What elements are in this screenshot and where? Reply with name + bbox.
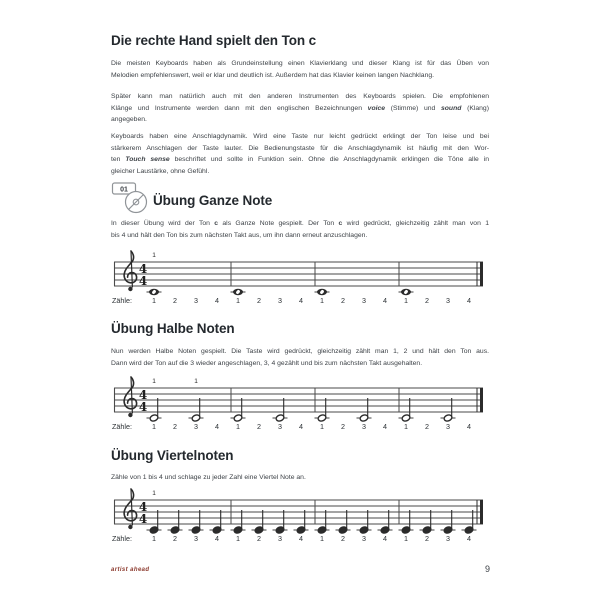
svg-text:4: 4 — [138, 512, 148, 526]
svg-text:1: 1 — [152, 252, 156, 259]
svg-text:4: 4 — [383, 534, 387, 543]
svg-text:2: 2 — [341, 296, 345, 305]
svg-text:4: 4 — [467, 296, 471, 305]
svg-text:4: 4 — [215, 422, 219, 431]
svg-text:3: 3 — [446, 534, 450, 543]
svg-text:1: 1 — [194, 378, 198, 385]
exercise-heading-halbe-noten: Übung Halbe Noten — [111, 321, 235, 336]
cd-track-number: 01 — [120, 186, 128, 194]
svg-text:3: 3 — [362, 296, 366, 305]
svg-text:3: 3 — [446, 296, 450, 305]
svg-text:4: 4 — [383, 296, 387, 305]
svg-text:4: 4 — [215, 534, 219, 543]
exercise-description-halbe-noten: Nun werden Halbe Noten gespielt. Die Taste wird gedrückt, gleichzeitig zählt man 1, 2 und hält den Ton aus. Dann wird der Ton auf die 3 wieder angeschlagen, 3, 4 gezählt und bis zum nächsten Takt ausgehalten. — [111, 348, 489, 367]
svg-text:1: 1 — [236, 534, 240, 543]
svg-text:1: 1 — [404, 296, 408, 305]
publisher-logo: artist ahead — [111, 567, 150, 573]
svg-text:2: 2 — [173, 534, 177, 543]
svg-text:4: 4 — [299, 534, 303, 543]
page-title: Die rechte Hand spielt den Ton c — [111, 33, 317, 48]
svg-text:2: 2 — [425, 296, 429, 305]
svg-text:4: 4 — [138, 274, 148, 288]
svg-text:3: 3 — [278, 534, 282, 543]
svg-text:2: 2 — [257, 534, 261, 543]
svg-text:1: 1 — [152, 490, 156, 497]
exercise-heading-ganze-note: Übung Ganze Note — [153, 193, 273, 208]
intro-paragraph-1: Die meisten Keyboards haben als Grundeinstellung einen Klavierklang und dieser Klang ist für das Üben von Melodien empfehlenswert, weil er klar und deutlich ist. Außerdem hat das Klavier keinen langen Nachklang. — [111, 60, 489, 79]
svg-text:2: 2 — [257, 422, 261, 431]
svg-text:Zähle:: Zähle: — [112, 296, 132, 305]
svg-text:4: 4 — [138, 400, 148, 414]
intro-paragraph-2: Später kann man natürlich auch mit den anderen Instrumenten des Keyboards spielen. Die empfohlenen Klänge und Instrumente werden dann mit den englischen Bezeichnungen voice (Stimme) und sound (Klang) angegeben. — [111, 93, 489, 123]
music-staff-viertelnoten — [110, 484, 490, 548]
cd-track-icon — [111, 181, 151, 215]
svg-text:2: 2 — [173, 296, 177, 305]
svg-text:3: 3 — [362, 422, 366, 431]
svg-text:3: 3 — [194, 422, 198, 431]
svg-text:3: 3 — [194, 534, 198, 543]
svg-text:4: 4 — [138, 388, 148, 402]
svg-text:2: 2 — [341, 534, 345, 543]
svg-text:4: 4 — [215, 296, 219, 305]
svg-text:1: 1 — [152, 534, 156, 543]
svg-text:4: 4 — [467, 422, 471, 431]
svg-text:1: 1 — [152, 378, 156, 385]
svg-text:Zähle:: Zähle: — [112, 534, 132, 543]
music-staff-halbe-noten — [110, 372, 490, 436]
svg-text:3: 3 — [278, 422, 282, 431]
svg-text:4: 4 — [467, 534, 471, 543]
svg-text:1: 1 — [236, 296, 240, 305]
svg-text:2: 2 — [257, 296, 261, 305]
svg-text:1: 1 — [404, 534, 408, 543]
svg-text:1: 1 — [320, 534, 324, 543]
svg-text:3: 3 — [278, 296, 282, 305]
svg-text:4: 4 — [383, 422, 387, 431]
svg-text:2: 2 — [425, 422, 429, 431]
svg-text:3: 3 — [362, 534, 366, 543]
music-staff-ganze-note — [110, 246, 490, 310]
svg-text:4: 4 — [138, 262, 148, 276]
svg-text:1: 1 — [236, 422, 240, 431]
svg-text:1: 1 — [152, 296, 156, 305]
svg-text:1: 1 — [320, 296, 324, 305]
exercise-description-ganze-note: In dieser Übung wird der Ton c als Ganze Note gespielt. Der Ton c wird gedrückt, gleichzeitig zählt man von 1 bis 4 und hält den Ton bis zum nächsten Takt aus, um ihn dann erneut anzuschlagen. — [111, 220, 489, 239]
svg-text:4: 4 — [299, 296, 303, 305]
intro-paragraph-3: Keyboards haben eine Anschlagdynamik. Wird eine Taste nur leicht gedrückt erklingt der Ton leise und bei stärkerem Anschlagen der Taste lauter. Die Bedienungstaste für die Anschlagdynamik ist häufig mit den Wor- ten Touch sense beschriftet und sollte in Funktion sein. Ohne die Anschlagdynamik erklingen die Töne alle in gleicher Laustärke, ohne Gefühl. — [111, 133, 490, 175]
svg-text:4: 4 — [138, 500, 148, 514]
exercise-description-viertelnoten: Zähle von 1 bis 4 und schlage zu jeder Zahl eine Viertel Note an. — [111, 474, 306, 481]
exercise-heading-viertelnoten: Übung Viertelnoten — [111, 448, 234, 463]
svg-text:3: 3 — [446, 422, 450, 431]
svg-text:1: 1 — [320, 422, 324, 431]
svg-text:2: 2 — [425, 534, 429, 543]
svg-text:Zähle:: Zähle: — [112, 422, 132, 431]
svg-text:4: 4 — [299, 422, 303, 431]
svg-text:1: 1 — [404, 422, 408, 431]
svg-text:2: 2 — [341, 422, 345, 431]
page-number: 9 — [484, 564, 490, 574]
svg-text:2: 2 — [173, 422, 177, 431]
svg-text:3: 3 — [194, 296, 198, 305]
svg-text:1: 1 — [152, 422, 156, 431]
